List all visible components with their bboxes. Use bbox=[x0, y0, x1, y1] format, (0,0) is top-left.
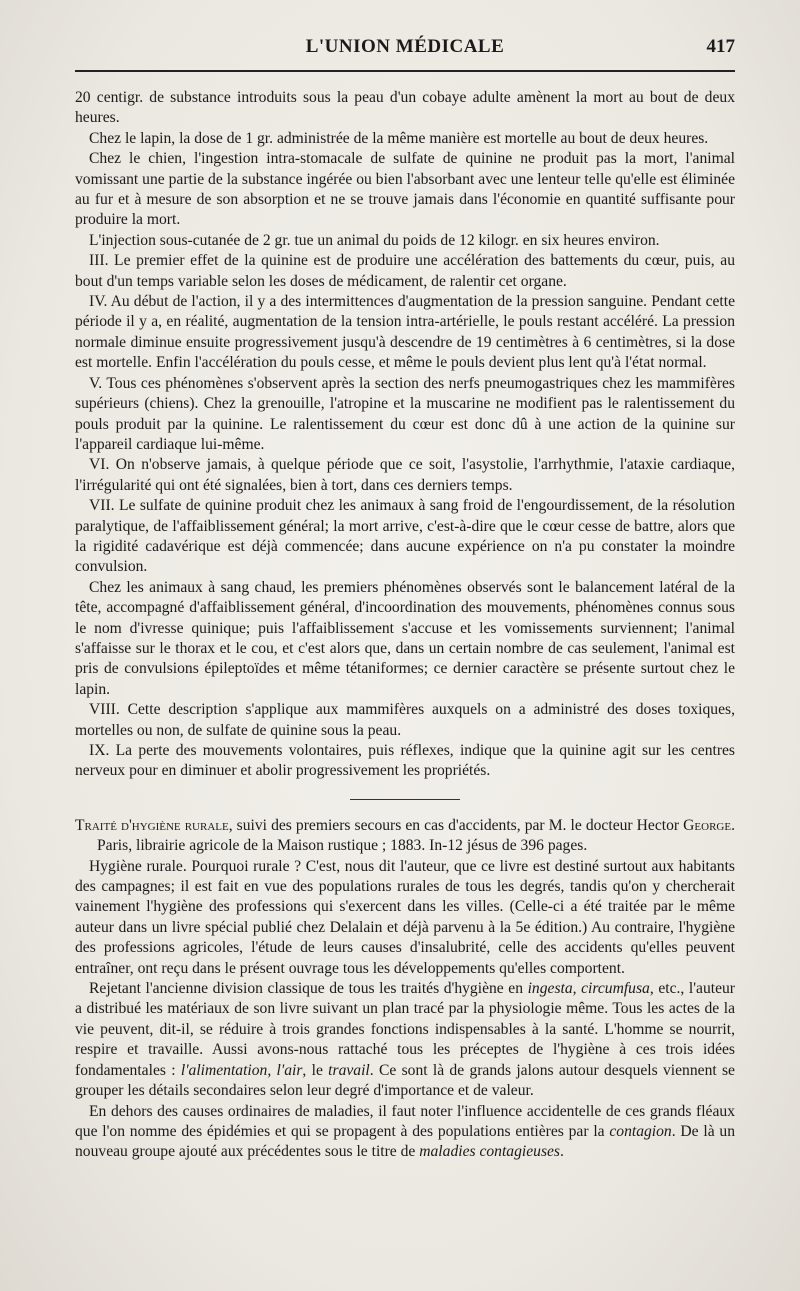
review-label-dhygiene: d'hygiène bbox=[121, 816, 181, 834]
paragraph: V. Tous ces phénomènes s'observent après la section des nerfs pneumogastriques chez les mammifères supérieurs (chiens). Chez la grenouille, l'atropine et la muscarine ne modifient pas le ralentissement du pouls produit par la quinine. Le ralentissement du cœur est donc dû à une action de la quinine sur l'appareil cardiaque lui-même. bbox=[75, 374, 735, 453]
paragraph: III. Le premier effet de la quinine est de produire une accélération des battements du cœur, puis, au bout d'un temps variable selon les doses de médicament, de ralentir cet organe. bbox=[75, 252, 735, 290]
running-title: L'UNION MÉDICALE bbox=[305, 36, 505, 57]
review-label-traite: Traité bbox=[75, 816, 117, 834]
paragraph: Chez le lapin, la dose de 1 gr. administrée de la même manière est mortelle au bout de deux heures. bbox=[89, 129, 709, 147]
text-run: , le bbox=[302, 1061, 329, 1079]
paragraph: 20 centigr. de substance introduits sous la peau d'un cobaye adulte amènent la mort au bout de deux heures. bbox=[75, 89, 735, 127]
italic-run: l'alimentation, l'air bbox=[180, 1061, 303, 1079]
text-run: Rejetant l'ancienne division classique de tous les traités d'hygiène en bbox=[89, 980, 528, 998]
review-publisher: . Paris, librairie agricole de la Maison rustique ; 1883. In-12 jésus de 396 pages. bbox=[97, 816, 736, 855]
italic-run: travail bbox=[328, 1061, 370, 1079]
section-separator bbox=[350, 799, 460, 800]
review-intro: , suivi des premiers secours en cas d'accidents, par M. le docteur Hector bbox=[228, 816, 684, 834]
text-run: . bbox=[560, 1143, 564, 1161]
header-rule bbox=[75, 70, 735, 72]
article-body bbox=[75, 88, 735, 1163]
review-paragraph bbox=[75, 979, 735, 1101]
paragraph: IX. La perte des mouvements volontaires, puis réflexes, indique que la quinine agit sur les centres nerveux pour en diminuer et abolir progressivement les propriétés. bbox=[75, 742, 735, 780]
text-run: . De là un nouveau groupe ajouté aux précédentes sous le titre de bbox=[75, 1122, 735, 1161]
italic-run: maladies contagieuses bbox=[419, 1143, 561, 1161]
text-run: , etc., l'auteur a distribué les matériaux de son livre suivant un plan tracé par la physiologie même. Tous les actes de la vie peuvent, dit-il, se réduire à trois grandes fonctions indispensables à la santé. L'homme se nourrit, respire et travaille. Aussi avons-nous rattaché tous les préceptes de l'hygiène à ces trois idées fondamentales : bbox=[75, 980, 735, 1079]
page-number: 417 bbox=[706, 36, 735, 57]
page-header bbox=[75, 36, 735, 66]
review-paragraph: Hygiène rurale. Pourquoi rurale ? C'est, nous dit l'auteur, que ce livre est destiné surtout aux habitants des campagnes; il est fait en vue des populations rurales de tous les degrés, tandis qu'on y chercherait vainement l'hygiène des professions qui s'exercent dans les villes. (Celle-ci a été traitée par le même auteur dans un livre spécial publié chez Delalain et déjà parvenu à la 5e édition.) Au contraire, l'hygiène des professions agricoles, l'étude de leurs causes d'insalubrité, celle des accidents qu'elles peuvent entraîner, ont reçu dans le présent ouvrage tous les développements qu'elles comportent. bbox=[75, 857, 735, 977]
book-review-heading bbox=[75, 816, 735, 857]
text-run: . Ce sont là de grands jalons autour desquels viennent se grouper les détails secondaires selon leur degré d'importance et de valeur. bbox=[75, 1061, 735, 1100]
review-paragraph bbox=[75, 1102, 735, 1163]
paragraph: IV. Au début de l'action, il y a des intermittences d'augmentation de la pression sanguine. Pendant cette période il y a, en réalité, augmentation de la tension intra-artérielle, le pouls restant accéléré. La pression normale diminue ensuite progressivement jusqu'à descendre de 19 centimètres à 6 centimètres, si la dose est mortelle. Enfin l'accélération du pouls cesse, et même le pouls devient plus lent qu'à l'état normal. bbox=[75, 293, 735, 372]
paragraph: VII. Le sulfate de quinine produit chez les animaux à sang froid de l'engourdissement, de la résolution paralytique, de l'affaiblissement général; la mort arrive, c'est-à-dire que le cœur cesse de battre, alors que la rigidité cadavérique est déjà commencée; dans aucune expérience on n'a pu constater la moindre convulsion. bbox=[75, 497, 735, 576]
italic-run: contagion bbox=[609, 1122, 672, 1140]
paragraph: VIII. Cette description s'applique aux mammifères auxquels on a administré des doses toxiques, mortelles ou non, de sulfate de quinine sous la peau. bbox=[75, 701, 735, 739]
italic-run: ingesta, circumfusa bbox=[527, 980, 650, 998]
paragraph: VI. On n'observe jamais, à quelque période que ce soit, l'asystolie, l'arrhythmie, l'ataxie cardiaque, l'irrégularité qui ont été signalées, bien à tort, dans ces derniers temps. bbox=[75, 456, 735, 494]
paragraph: Chez le chien, l'ingestion intra-stomacale de sulfate de quinine ne produit pas la mort, l'animal vomissant une partie de la substance ingérée ou bien l'absorbant avec une lenteur telle qu'elle est éliminée au fur et à mesure de son absorption et ne se trouve jamais dans l'économie en quantité suffisante pour produire la mort. bbox=[75, 150, 735, 229]
paragraph: Chez les animaux à sang chaud, les premiers phénomènes observés sont le balancement latéral de la tête, accompagné d'affaiblissement général, d'incoordination des mouvements, phénomènes connus sous le nom d'ivresse quinique; puis l'affaiblissement s'accuse et les vomissements surviennent; l'animal s'affaisse sur le thorax et le cou, et c'est alors que, dans un certain nombre de cas seulement, l'animal est pris de convulsions épileptoïdes et même tétaniformes; ce dernier caractère se présente surtout chez le lapin. bbox=[75, 578, 735, 698]
review-label-rurale: rurale bbox=[184, 816, 229, 834]
review-author: George bbox=[683, 816, 732, 834]
text-run: En dehors des causes ordinaires de maladies, il faut noter l'influence accidentelle de ces grands fléaux que l'on nomme des épidémies et qui se propagent à des populations entières par la bbox=[75, 1102, 735, 1140]
paragraph: L'injection sous-cutanée de 2 gr. tue un animal du poids de 12 kilogr. en six heures environ. bbox=[89, 231, 660, 249]
